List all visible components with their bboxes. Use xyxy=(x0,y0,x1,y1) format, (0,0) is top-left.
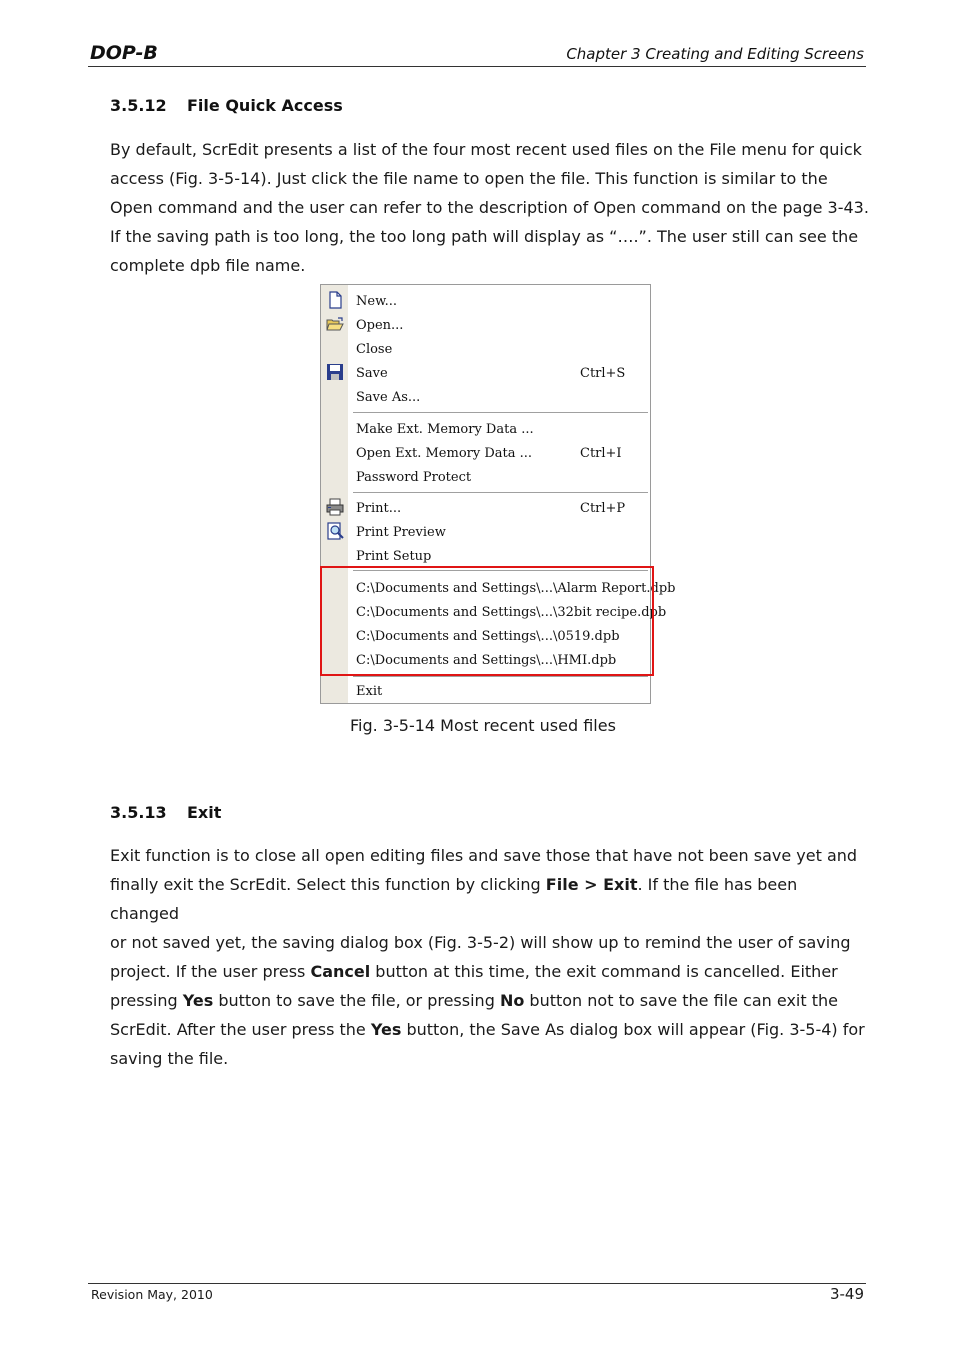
text-run: button to save the file, or pressing xyxy=(213,991,500,1010)
section-heading-file-quick-access xyxy=(110,96,343,115)
menu-item-label: C:\Documents and Settings\...\HMI.dpb xyxy=(356,653,617,668)
paragraph-line: If the saving path is too long, the too long path will display as “….”. The user still can see the xyxy=(110,227,859,246)
paragraph-line xyxy=(110,841,870,870)
menu-item-label: Password Protect xyxy=(356,470,472,485)
menu-item-print[interactable] xyxy=(356,498,650,520)
paragraph-line: complete dpb file name. xyxy=(110,256,306,275)
section-title: File Quick Access xyxy=(187,96,343,115)
menu-item-print-setup[interactable] xyxy=(356,546,650,568)
text-run: button not to save the file can exit the xyxy=(524,991,838,1010)
menu-item-save-as[interactable] xyxy=(356,387,650,409)
section-title: Exit xyxy=(187,803,222,822)
new-file-icon xyxy=(326,291,344,309)
menu-separator xyxy=(353,492,648,493)
section-heading-exit xyxy=(110,803,221,822)
logo: DOP-B xyxy=(90,42,158,64)
menu-item-label: C:\Documents and Settings\...\Alarm Report.dpb xyxy=(356,581,676,596)
bold-run: File > Exit xyxy=(545,875,638,894)
menu-item-label: Open... xyxy=(356,318,404,333)
section-number: 3.5.12 xyxy=(110,96,167,115)
menu-item-label: Open Ext. Memory Data ... xyxy=(356,446,533,461)
bold-run: Cancel xyxy=(310,962,371,981)
menu-item-exit[interactable] xyxy=(356,681,650,703)
page-number: 3-49 xyxy=(829,1285,864,1303)
menu-item-open[interactable] xyxy=(356,315,650,337)
shortcut-label: Ctrl+P xyxy=(580,501,626,516)
text-run: project. If the user press xyxy=(110,962,311,981)
bold-run: No xyxy=(499,991,525,1010)
menu-item-make-ext-memory-data[interactable] xyxy=(356,419,650,441)
text-run: pressing xyxy=(110,991,183,1010)
menu-item-open-ext-memory-data[interactable] xyxy=(356,443,650,465)
shortcut-label: Ctrl+I xyxy=(580,446,622,461)
printer-icon xyxy=(326,498,344,516)
text-run: button at this time, the exit command is cancelled. Either xyxy=(370,962,838,981)
bold-run: Yes xyxy=(370,1020,402,1039)
menu-item-password-protect[interactable] xyxy=(356,467,650,489)
menu-separator xyxy=(353,412,648,413)
open-folder-icon xyxy=(326,315,344,333)
menu-item-label: Print Preview xyxy=(356,525,446,540)
text-run: button, the Save As dialog box will appear (Fig. 3-5-4) for xyxy=(401,1020,865,1039)
menu-item-new[interactable] xyxy=(356,291,650,313)
section-number: 3.5.13 xyxy=(110,803,167,822)
paragraph-line: Open command and the user can refer to the description of Open command on the page 3-43. xyxy=(110,198,869,217)
menu-item-label: C:\Documents and Settings\...\32bit recipe.dpb xyxy=(356,605,667,620)
chapter-title: Chapter 3 Creating and Editing Screens xyxy=(566,45,864,63)
menu-item-label: Close xyxy=(356,342,393,357)
menu-item-label: Make Ext. Memory Data ... xyxy=(356,422,534,437)
recent-files-highlight xyxy=(320,566,654,676)
figure-caption: Fig. 3-5-14 Most recent used files xyxy=(350,716,616,735)
paragraph-line xyxy=(110,1015,870,1044)
text-run: Exit function is to close all open editing files and save those that have not been save yet and xyxy=(110,846,858,865)
paragraph-exit xyxy=(110,841,870,1073)
paragraph-line xyxy=(110,957,870,986)
menu-item-label: Save As... xyxy=(356,390,421,405)
text-run: or not saved yet, the saving dialog box (Fig. 3-5-2) will show up to remind the user of saving xyxy=(110,933,851,952)
header-rule xyxy=(88,66,866,67)
menu-item-label: Print... xyxy=(356,501,402,516)
paragraph-line: access (Fig. 3-5-14). Just click the file name to open the file. This function is similar to the xyxy=(110,169,828,188)
bold-run: Yes xyxy=(182,991,214,1010)
menu-item-label: Exit xyxy=(356,684,383,699)
print-preview-icon xyxy=(326,522,344,540)
menu-separator xyxy=(353,676,648,677)
paragraph-line: By default, ScrEdit presents a list of the four most recent used files on the File menu for quick xyxy=(110,140,862,159)
menu-item-save[interactable] xyxy=(356,363,650,385)
text-run: finally exit the ScrEdit. Select this function by clicking xyxy=(110,875,546,894)
paragraph-line xyxy=(110,928,870,957)
floppy-disk-icon xyxy=(326,363,344,381)
text-run: ScrEdit. After the user press the xyxy=(110,1020,371,1039)
paragraph-file-quick-access xyxy=(110,135,870,280)
text-run: . If the file has been changed xyxy=(110,875,798,923)
shortcut-label: Ctrl+S xyxy=(580,366,626,381)
paragraph-line xyxy=(110,986,870,1015)
text-run: saving the file. xyxy=(110,1049,229,1068)
menu-item-label: Print Setup xyxy=(356,549,432,564)
menu-item-close[interactable] xyxy=(356,339,650,361)
menu-item-label: Save xyxy=(356,366,388,381)
paragraph-line xyxy=(110,870,870,928)
menu-item-label: C:\Documents and Settings\...\0519.dpb xyxy=(356,629,620,644)
menu-item-label: New... xyxy=(356,294,398,309)
revision-date: Revision May, 2010 xyxy=(91,1287,213,1302)
paragraph-line xyxy=(110,1044,870,1073)
menu-item-print-preview[interactable] xyxy=(356,522,650,544)
footer-rule xyxy=(88,1283,866,1284)
